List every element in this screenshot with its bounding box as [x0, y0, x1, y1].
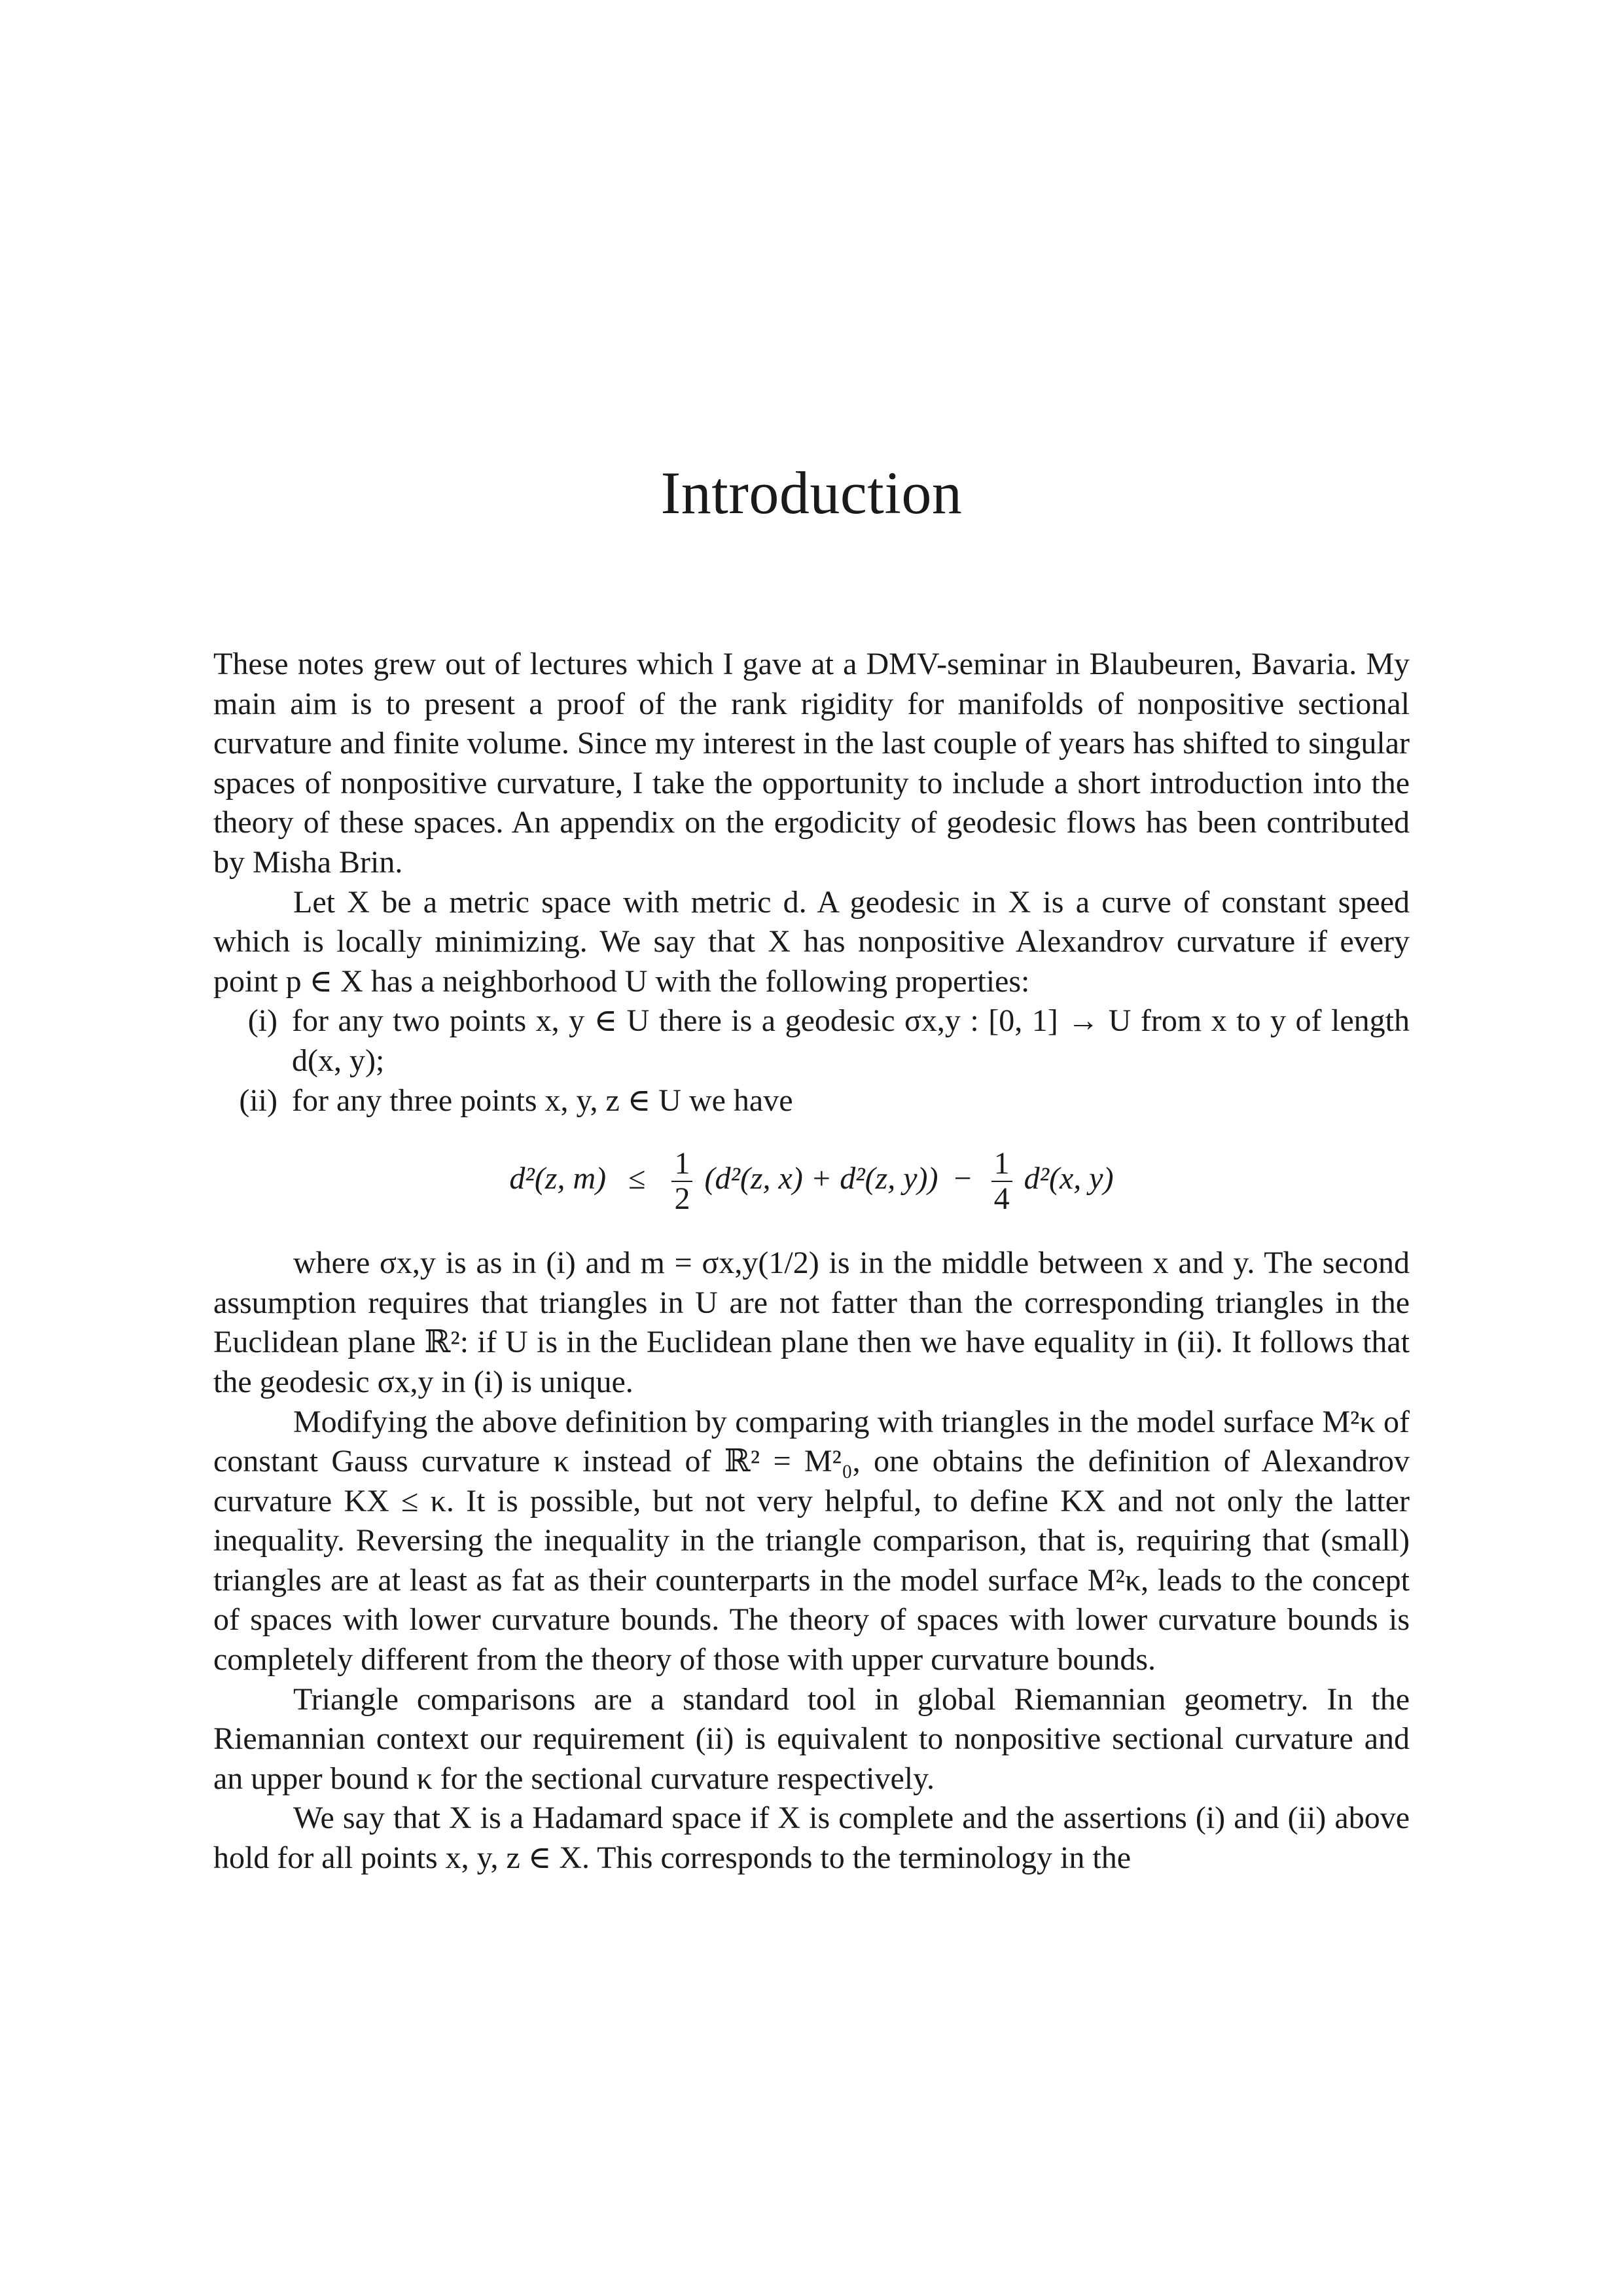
eq-frac1-num: 1 [671, 1147, 692, 1182]
eq-minus: − [954, 1161, 972, 1196]
list-item-i [213, 1001, 1410, 1081]
list-text-i: for any two points x, y ∈ U there is a geodesic σx,y : [0, 1] → U from x to y of length d(x, y); [292, 1003, 1410, 1078]
eq-frac1-den: 2 [674, 1181, 690, 1217]
body-text [213, 645, 1410, 1878]
eq-fraction-half [671, 1147, 692, 1216]
eq-frac2-num: 1 [991, 1147, 1012, 1182]
chapter-title: Introduction [660, 459, 963, 526]
list-text-ii: for any three points x, y, z ∈ U we have [292, 1083, 793, 1118]
eq-fraction-quarter [991, 1147, 1012, 1216]
eq-bracket: (d²(z, x) + d²(z, y)) [704, 1161, 938, 1196]
paragraph-definition: Let X be a metric space with metric d. A geodesic in X is a curve of constant speed which is locally minimizing. We say that X has nonpositive Alexandrov curvature if every point p ∈ X has a neighborhood U with the following properties: [213, 884, 1410, 999]
paragraph-hadamard-space: We say that X is a Hadamard space if X is complete and the assertions (i) and (ii) above hold for all points x, y, z ∈ X. This corresponds to the terminology in the [213, 1801, 1410, 1876]
display-equation [213, 1147, 1410, 1216]
paragraph-triangle-comparison: Triangle comparisons are a standard tool in global Riemannian geometry. In the Riemannian context our requirement (ii) is equivalent to nonpositive sectional curvature and an upper bound κ for the sectional curvature respectively. [213, 1681, 1410, 1796]
eq-frac2-den: 4 [993, 1181, 1010, 1217]
paragraph-intro: These notes grew out of lectures which I gave at a DMV-seminar in Blaubeuren, Bavaria. My main aim is to present a proof of the rank rigidity for manifolds of nonpositive sectional curvature and finite volume. Since my interest in the last couple of years has shifted to singular spaces of nonpositive curvature, I take the opportunity to include a short introduction into the theory of these spaces. An appendix on the ergodicity of geodesic flows has been contributed by Misha Brin. [213, 647, 1410, 880]
list-item-ii [213, 1081, 1410, 1121]
eq-relation: ≤ [628, 1161, 646, 1196]
eq-tail: d²(x, y) [1024, 1161, 1114, 1196]
paragraph-after-equation: where σx,y is as in (i) and m = σx,y(1/2) is in the middle between x and y. The second assumption requires that triangles in U are not fatter than the corresponding triangles in the Euclidean plane ℝ²: if U is in the Euclidean plane then we have equality in (ii). It follows that the geodesic σx,y in (i) is unique. [213, 1246, 1410, 1399]
list-label-i: (i) [247, 1003, 277, 1039]
eq-lhs: d²(z, m) [509, 1161, 607, 1196]
paragraph-model-surface: Modifying the above definition by comparing with triangles in the model surface M²κ of constant Gauss curvature κ instead of ℝ² = M²₀, one obtains the definition of Alexandrov curvature KX ≤ κ. It is possible, but not very helpful, to define KX and not only the latter inequality. Reversing the inequality in the triangle comparison, that is, requiring that (small) triangles are at least as fat as their counterparts in the model surface M²κ, leads to the concept of spaces with lower curvature bounds. The theory of spaces with lower curvature bounds is completely different from the theory of those with upper curvature bounds. [213, 1404, 1410, 1677]
list-label-ii: (ii) [239, 1083, 277, 1118]
